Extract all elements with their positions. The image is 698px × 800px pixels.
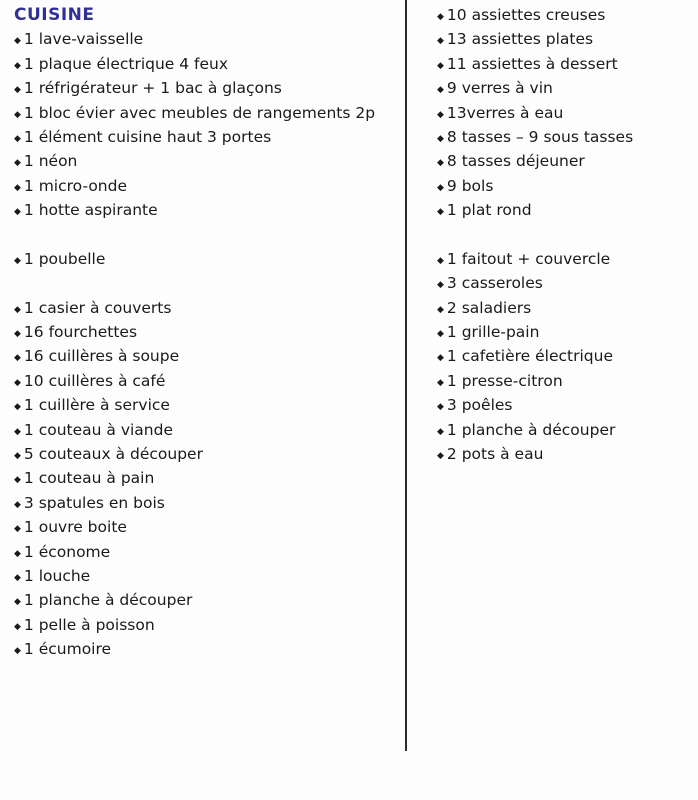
list-item: [14, 369, 399, 393]
diamond-bullet-icon: ◆: [437, 451, 444, 462]
diamond-bullet-icon: ◆: [437, 304, 444, 315]
item-label: 16 fourchettes: [23, 323, 138, 342]
list-item: [437, 52, 692, 76]
diamond-bullet-icon: ◆: [14, 475, 21, 486]
list-item: [14, 320, 399, 344]
list-item: [14, 247, 399, 271]
list-item: [14, 52, 399, 76]
list-item: [437, 198, 692, 222]
list-item: [437, 125, 692, 149]
list-item: [14, 491, 399, 515]
diamond-bullet-icon: ◆: [14, 426, 21, 437]
item-label: 1 poubelle: [23, 249, 106, 268]
list-item: [437, 174, 692, 198]
diamond-bullet-icon: ◆: [437, 207, 444, 218]
left-column: [14, 3, 399, 662]
diamond-bullet-icon: ◆: [437, 60, 444, 71]
item-label: 9 verres à vin: [446, 79, 553, 98]
item-label: 1 hotte aspirante: [23, 201, 158, 220]
item-label: 3 casseroles: [446, 274, 543, 293]
diamond-bullet-icon: ◆: [14, 499, 21, 510]
diamond-bullet-icon: ◆: [437, 329, 444, 340]
list-item: [14, 101, 399, 125]
item-label: 1 casier à couverts: [23, 298, 172, 317]
item-label: 1 ouvre boite: [23, 518, 127, 537]
diamond-bullet-icon: ◆: [437, 280, 444, 291]
list-item: [14, 393, 399, 417]
item-label: 1 pelle à poisson: [23, 615, 155, 634]
item-label: 8 tasses déjeuner: [446, 152, 585, 171]
blank-line: [14, 271, 399, 295]
item-label: 16 cuillères à soupe: [23, 347, 180, 366]
item-label: 1 élément cuisine haut 3 portes: [23, 127, 272, 146]
diamond-bullet-icon: ◆: [14, 255, 21, 266]
list-item: [14, 564, 399, 588]
column-divider-line: [405, 0, 407, 751]
item-label: 3 poêles: [446, 396, 513, 415]
diamond-bullet-icon: ◆: [14, 133, 21, 144]
item-label: 1 planche à découper: [23, 591, 193, 610]
list-item: [437, 296, 692, 320]
item-label: 13 assiettes plates: [446, 30, 594, 49]
item-label: 1 lave-vaisselle: [23, 30, 144, 49]
diamond-bullet-icon: ◆: [437, 109, 444, 120]
item-label: 1 cuillère à service: [23, 396, 170, 415]
diamond-bullet-icon: ◆: [437, 426, 444, 437]
item-label: 1 néon: [23, 152, 78, 171]
list-item: [437, 27, 692, 51]
list-item: [437, 442, 692, 466]
list-item: [14, 588, 399, 612]
right-column: [437, 3, 692, 466]
list-item: [14, 466, 399, 490]
diamond-bullet-icon: ◆: [437, 158, 444, 169]
list-item: [14, 540, 399, 564]
list-item: [437, 247, 692, 271]
item-label: 10 assiettes creuses: [446, 6, 606, 24]
list-item: [14, 76, 399, 100]
item-label: 1 micro-onde: [23, 176, 128, 195]
list-item: [14, 637, 399, 661]
diamond-bullet-icon: ◆: [437, 36, 444, 47]
list-item: [14, 515, 399, 539]
list-item: [437, 344, 692, 368]
diamond-bullet-icon: ◆: [14, 572, 21, 583]
item-label: 1 réfrigérateur + 1 bac à glaçons: [23, 79, 282, 98]
item-label: 1 louche: [23, 566, 91, 585]
diamond-bullet-icon: ◆: [14, 85, 21, 96]
item-label: 1 bloc évier avec meubles de rangements 2p: [23, 103, 376, 122]
page-title: CUISINE: [14, 5, 95, 25]
item-label: 1 couteau à pain: [23, 469, 155, 488]
diamond-bullet-icon: ◆: [437, 377, 444, 388]
list-item: [437, 76, 692, 100]
diamond-bullet-icon: ◆: [14, 353, 21, 364]
list-item: [14, 344, 399, 368]
left-item-list: [14, 27, 399, 661]
item-label: 5 couteaux à découper: [23, 445, 203, 464]
list-item: [14, 198, 399, 222]
diamond-bullet-icon: ◆: [14, 207, 21, 218]
list-item: [437, 369, 692, 393]
item-label: 11 assiettes à dessert: [446, 54, 618, 73]
list-item: [437, 3, 692, 27]
diamond-bullet-icon: ◆: [14, 548, 21, 559]
item-label: 2 saladiers: [446, 298, 532, 317]
item-label: 10 cuillères à café: [23, 371, 166, 390]
item-label: 8 tasses – 9 sous tasses: [446, 127, 634, 146]
item-label: 1 cafetière électrique: [446, 347, 613, 366]
diamond-bullet-icon: ◆: [437, 353, 444, 364]
list-item: [14, 27, 399, 51]
list-item: [437, 101, 692, 125]
diamond-bullet-icon: ◆: [14, 158, 21, 169]
diamond-bullet-icon: ◆: [14, 621, 21, 632]
diamond-bullet-icon: ◆: [14, 402, 21, 413]
list-item: [437, 418, 692, 442]
diamond-bullet-icon: ◆: [14, 646, 21, 657]
item-label: 1 plat rond: [446, 201, 532, 220]
list-item: [14, 296, 399, 320]
list-item: [14, 442, 399, 466]
diamond-bullet-icon: ◆: [14, 109, 21, 120]
diamond-bullet-icon: ◆: [14, 377, 21, 388]
item-label: 1 faitout + couvercle: [446, 249, 611, 268]
item-label: 1 plaque électrique 4 feux: [23, 54, 229, 73]
diamond-bullet-icon: ◆: [437, 133, 444, 144]
item-label: 1 presse-citron: [446, 371, 563, 390]
item-label: 1 écumoire: [23, 640, 112, 659]
list-item: [437, 320, 692, 344]
item-label: 13verres à eau: [446, 103, 564, 122]
item-label: 1 couteau à viande: [23, 420, 174, 439]
item-label: 9 bols: [446, 176, 494, 195]
diamond-bullet-icon: ◆: [14, 524, 21, 535]
diamond-bullet-icon: ◆: [437, 12, 444, 22]
item-label: 1 planche à découper: [446, 420, 616, 439]
list-item: [14, 174, 399, 198]
diamond-bullet-icon: ◆: [437, 255, 444, 266]
diamond-bullet-icon: ◆: [14, 304, 21, 315]
item-label: 2 pots à eau: [446, 445, 544, 464]
item-label: 1 économe: [23, 542, 111, 561]
list-item: [14, 125, 399, 149]
list-item: [14, 149, 399, 173]
diamond-bullet-icon: ◆: [14, 182, 21, 193]
item-label: 3 spatules en bois: [23, 493, 165, 512]
blank-line: [437, 223, 692, 247]
list-item: [437, 149, 692, 173]
list-item: [14, 418, 399, 442]
list-item: [437, 271, 692, 295]
diamond-bullet-icon: ◆: [437, 182, 444, 193]
list-item: [437, 393, 692, 417]
diamond-bullet-icon: ◆: [14, 329, 21, 340]
list-item: [14, 613, 399, 637]
diamond-bullet-icon: ◆: [437, 402, 444, 413]
blank-line: [14, 223, 399, 247]
right-item-list: [437, 3, 692, 466]
item-label: 1 grille-pain: [446, 323, 540, 342]
diamond-bullet-icon: ◆: [14, 597, 21, 608]
diamond-bullet-icon: ◆: [437, 85, 444, 96]
diamond-bullet-icon: ◆: [14, 36, 21, 47]
diamond-bullet-icon: ◆: [14, 60, 21, 71]
diamond-bullet-icon: ◆: [14, 451, 21, 462]
